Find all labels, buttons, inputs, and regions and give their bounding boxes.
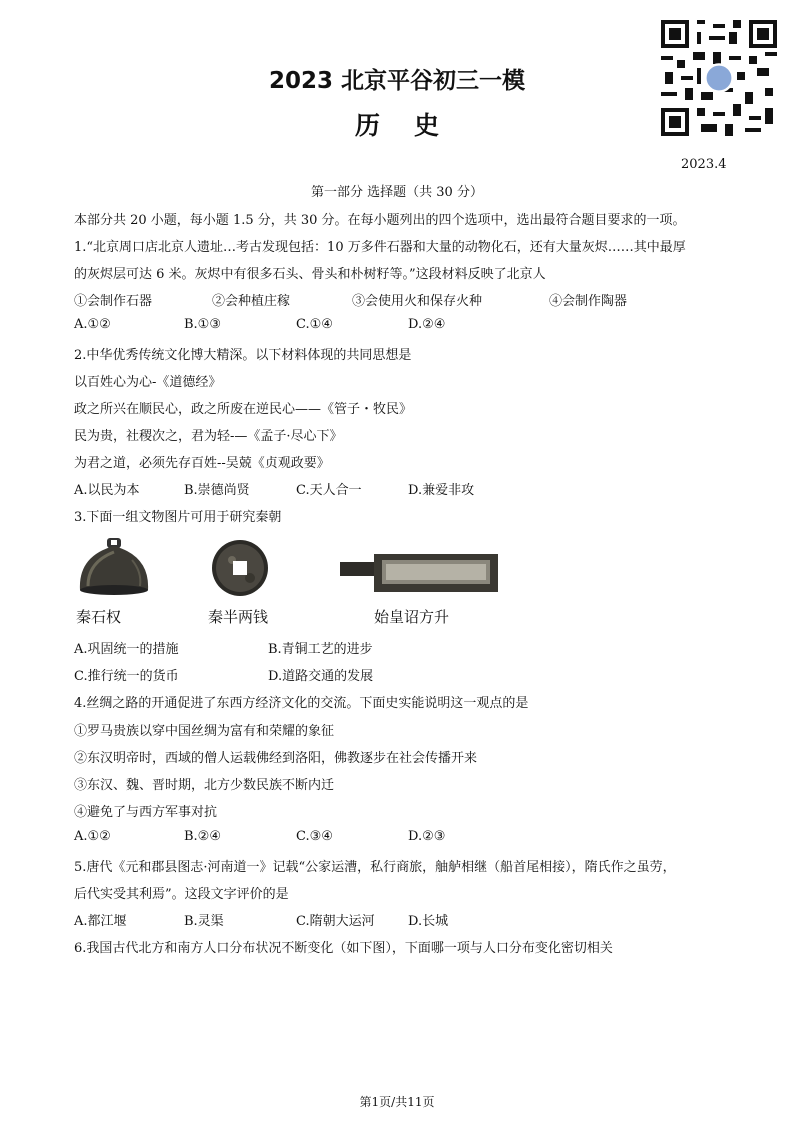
q5-option-b: B.灵渠 (184, 914, 224, 929)
q6-stem: 6.我国古代北方和南方人口分布状况不断变化（如下图），下面哪一项与人口分布变化密切相关 (74, 941, 613, 956)
q5-stem-line2: 后代实受其利焉”。这段文字评价的是 (74, 887, 289, 902)
q3-option-a: A.巩固统一的措施 (74, 642, 179, 657)
q1-option-b: B.①③ (184, 317, 221, 332)
artifact-caption: 秦半两钱 (208, 608, 269, 626)
q1-option-a: A.①② (74, 317, 111, 332)
q3-option-c: C.推行统一的货币 (74, 669, 179, 684)
stone-weight-image (74, 538, 154, 598)
q2-stem: 2.中华优秀传统文化博大精深。以下材料体现的共同思想是 (74, 348, 412, 363)
q2-quote: 以百姓心为心-《道德经》 (74, 375, 222, 390)
q1-item: ②会种植庄稼 (212, 294, 291, 309)
section-intro: 本部分共 20 小题，每小题 1.5 分，共 30 分。在每小题列出的四个选项中，选出最符合题目要求的一项。 (74, 213, 686, 228)
q5-option-c: C.隋朝大运河 (296, 914, 375, 929)
fangsheng-measure-image (338, 552, 500, 594)
q1-item: ③会使用火和保存火种 (352, 294, 483, 309)
q5-stem-line1: 5.唐代《元和郡县图志·河南道一》记载“公家运漕，私行商旅，舳舻相继（船首尾相接），隋氏作之虽劳， (74, 860, 676, 875)
artifact-caption: 秦石权 (76, 608, 122, 626)
q1-option-c: C.①④ (296, 317, 333, 332)
q3-option-d: D.道路交通的发展 (268, 669, 374, 684)
q4-item: ①罗马贵族以穿中国丝绸为富有和荣耀的象征 (74, 724, 335, 739)
q2-option-b: B.崇德尚贤 (184, 483, 250, 498)
banliang-coin-image (210, 538, 270, 598)
q2-quote: 政之所兴在顺民心，政之所废在逆民心——《管子・牧民》 (74, 402, 413, 417)
artifact-caption: 始皇诏方升 (374, 608, 450, 626)
q4-item: ②东汉明帝时，西域的僧人运载佛经到洛阳，佛教逐步在社会传播开来 (74, 751, 478, 766)
q1-option-d: D.②④ (408, 317, 446, 332)
page-footer: 第1页/共11页 (359, 1095, 435, 1109)
page-title: 2023 北京平谷初三一模 (268, 68, 526, 94)
q5-option-d: D.长城 (408, 914, 449, 929)
q3-option-b: B.青铜工艺的进步 (268, 642, 373, 657)
part-heading: 第一部分 选择题（共 30 分） (311, 185, 483, 200)
q1-stem-line2: 的灰烬层可达 6 米。灰烬中有很多石头、骨头和朴树籽等。”这段材料反映了北京人 (74, 267, 546, 282)
q4-option-a: A.①② (74, 829, 111, 844)
q1-item: ④会制作陶器 (549, 294, 628, 309)
q4-item: ④避免了与西方军事对抗 (74, 805, 218, 820)
q2-quote: 民为贵，社稷次之，君为轻-—《孟子·尽心下》 (74, 429, 343, 444)
subject-title: 历史 (354, 111, 473, 140)
q2-option-d: D.兼爱非攻 (408, 483, 475, 498)
q2-option-a: A.以民为本 (74, 483, 140, 498)
q4-item: ③东汉、魏、晋时期，北方少数民族不断内迁 (74, 778, 335, 793)
q3-stem: 3.下面一组文物图片可用于研究秦朝 (74, 510, 282, 525)
q2-quote: 为君之道，必须先存百姓--吴兢《贞观政要》 (74, 456, 330, 471)
q4-stem: 4.丝绸之路的开通促进了东西方经济文化的交流。下面史实能说明这一观点的是 (74, 696, 529, 711)
q5-option-a: A.都江堰 (74, 914, 127, 929)
q4-option-d: D.②③ (408, 829, 446, 844)
exam-date: 2023.4 (681, 157, 727, 172)
q4-option-c: C.③④ (296, 829, 333, 844)
q2-option-c: C.天人合一 (296, 483, 362, 498)
q4-option-b: B.②④ (184, 829, 221, 844)
q1-stem-line1: 1.“北京周口店北京人遗址…考古发现包括：10 万多件石器和大量的动物化石，还有大量灰烬……其中最厚 (74, 240, 686, 255)
q1-item: ①会制作石器 (74, 294, 153, 309)
